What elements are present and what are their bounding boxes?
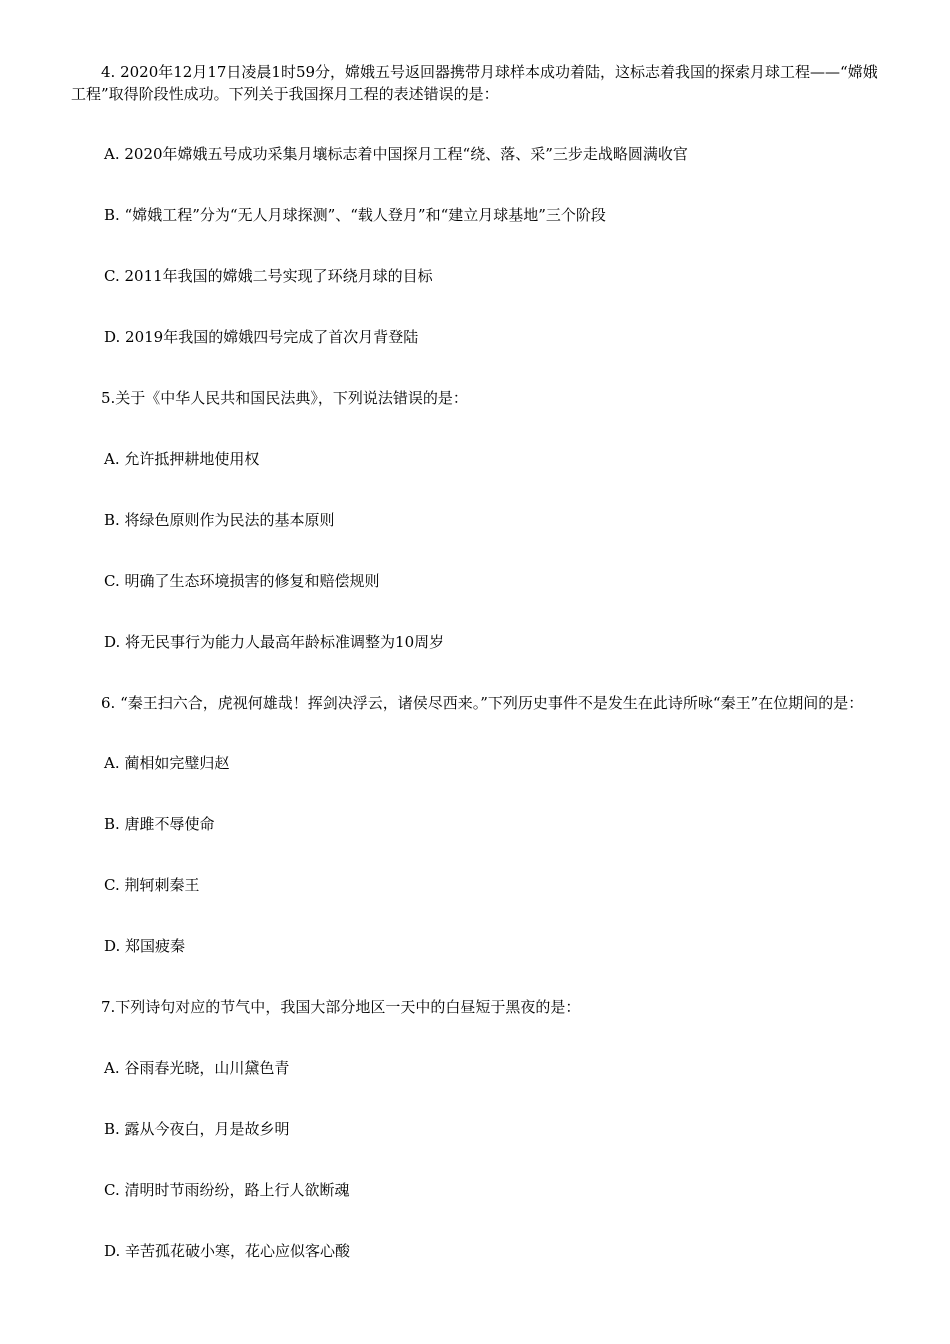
question-4-option-c: C. 2011年我国的嫦娥二号实现了环绕月球的目标 [104,267,433,285]
question-4-option-b: B. “嫦娥工程”分为“无人月球探测”、“载人登月”和“建立月球基地”三个阶段 [104,206,606,224]
question-6-option-d: D. 郑国疲秦 [104,937,186,955]
question-5-option-d: D. 将无民事行为能力人最高年龄标准调整为10周岁 [104,633,445,651]
question-5-option-c: C. 明确了生态环境损害的修复和赔偿规则 [104,572,380,590]
question-4-option-d: D. 2019年我国的嫦娥四号完成了首次月背登陆 [104,328,419,346]
question-4-stem: 4. 2020年12月17日凌晨1时59分，嫦娥五号返回器携带月球样本成功着陆，这标志着我国的探索月球工程——“嫦娥工程”取得阶段性成功。下列关于我国探月工程的表述错误的是： [71,63,878,103]
question-6-stem: 6. “秦王扫六合，虎视何雄哉！挥剑决浮云，诸侯尽西来。”下列历史事件不是发生在此诗所咏“秦王”在位期间的是： [101,694,864,712]
question-6-option-b: B. 唐雎不辱使命 [104,815,215,833]
question-6-option-c: C. 荆轲刺秦王 [104,876,200,894]
question-7-option-c: C. 清明时节雨纷纷，路上行人欲断魂 [104,1181,350,1199]
question-5-option-a: A. 允许抵押耕地使用权 [104,450,260,468]
question-7-option-d: D. 辛苦孤花破小寒，花心应似客心酸 [104,1242,351,1260]
question-5-stem: 5.关于《中华人民共和国民法典》，下列说法错误的是： [101,389,468,407]
question-5-option-b: B. 将绿色原则作为民法的基本原则 [104,511,335,529]
question-4-option-a: A. 2020年嫦娥五号成功采集月壤标志着中国探月工程“绕、落、采”三步走战略圆满收官 [104,145,688,163]
question-7-option-b: B. 露从今夜白，月是故乡明 [104,1120,290,1138]
question-7-option-a: A. 谷雨春光晓，山川黛色青 [104,1059,290,1077]
question-6-option-a: A. 蔺相如完璧归赵 [104,754,230,772]
question-7-stem: 7.下列诗句对应的节气中，我国大部分地区一天中的白昼短于黑夜的是： [101,998,581,1016]
